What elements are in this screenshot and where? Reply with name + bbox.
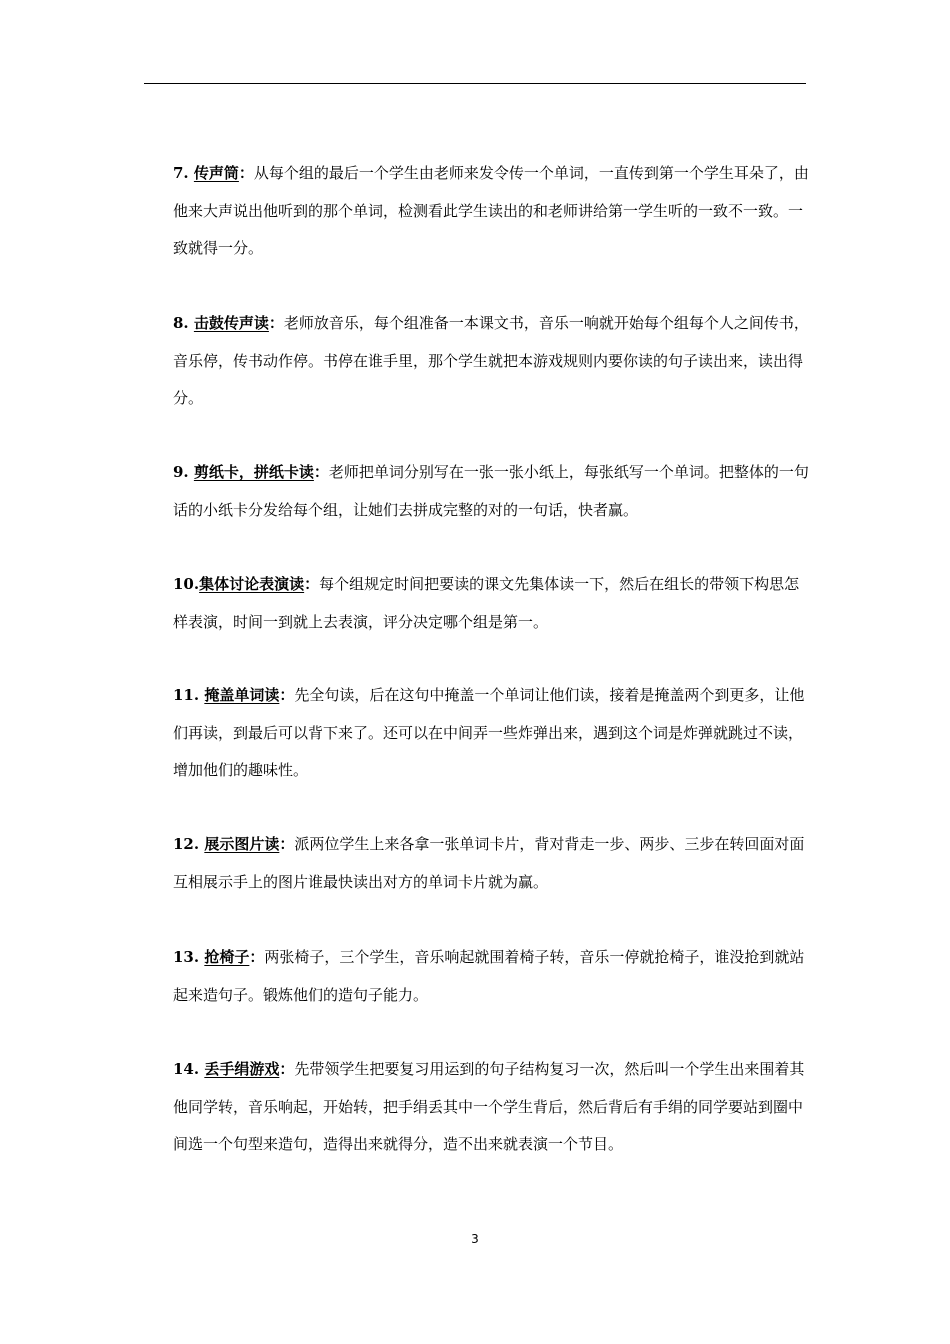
game-term: 展示图片读 <box>204 835 280 853</box>
game-term: 击鼓传声读 <box>193 314 269 332</box>
term-colon: ： <box>249 948 265 966</box>
item-number: 13. <box>173 948 205 966</box>
item-number: 9. <box>173 463 194 481</box>
game-term: 集体讨论表演读 <box>199 575 305 593</box>
term-colon: ： <box>238 164 254 182</box>
item-number: 8. <box>173 314 194 332</box>
item-number: 11. <box>173 686 205 704</box>
game-description: 两张椅子，三个学生，音乐响起就围着椅子转，音乐一停就抢椅子，谁没抢到就站起来造句子。锻炼他们的造句子能力。 <box>173 948 805 1004</box>
item-number: 14. <box>173 1060 205 1078</box>
game-term: 掩盖单词读 <box>204 686 280 704</box>
game-term: 传声筒 <box>193 164 239 182</box>
game-description: 派两位学生上来各拿一张单词卡片，背对背走一步、两步、三步在转回面对面互相展示手上的图片谁最快读出对方的单词卡片就为赢。 <box>173 835 805 891</box>
game-item-9 <box>173 454 813 529</box>
game-description: 先全句读，后在这句中掩盖一个单词让他们读，接着是掩盖两个到更多，让他们再读，到最后可以背下来了。还可以在中间弄一些炸弹出来，遇到这个词是炸弹就跳过不读，增加他们的趣味性。 <box>173 686 805 779</box>
game-term: 剪纸卡，拼纸卡读 <box>193 463 314 481</box>
term-colon: ： <box>268 314 284 332</box>
item-number: 12. <box>173 835 205 853</box>
game-description: 先带领学生把要复习用运到的句子结构复习一次，然后叫一个学生出来围着其他同学转，音乐响起，开始转，把手绢丢其中一个学生背后，然后背后有手绢的同学要站到圈中间选一个句型来造句，造得出来就得分，造不出来就表演一个节目。 <box>173 1060 805 1153</box>
game-term: 抢椅子 <box>204 948 250 966</box>
page-number: 3 <box>471 1232 479 1246</box>
game-item-10 <box>173 566 813 641</box>
item-number: 7. <box>173 164 194 182</box>
game-description: 每个组规定时间把要读的课文先集体读一下，然后在组长的带领下构思怎样表演，时间一到就上去表演，评分决定哪个组是第一。 <box>173 575 800 631</box>
game-item-13 <box>173 939 813 1014</box>
item-number: 10. <box>173 575 200 593</box>
game-description: 老师把单词分别写在一张一张小纸上，每张纸写一个单词。把整体的一句话的小纸卡分发给每个组，让她们去拼成完整的对的一句话，快者赢。 <box>173 463 809 519</box>
term-colon: ： <box>304 575 320 593</box>
term-colon: ： <box>279 686 295 704</box>
game-item-14 <box>173 1051 813 1164</box>
game-item-7 <box>173 155 813 268</box>
term-colon: ： <box>279 835 295 853</box>
game-term: 丢手绢游戏 <box>204 1060 280 1078</box>
game-description: 老师放音乐，每个组准备一本课文书，音乐一响就开始每个组每个人之间传书，音乐停，传书动作停。书停在谁手里，那个学生就把本游戏规则内要你读的句子读出来，读出得分。 <box>173 314 809 407</box>
header-rule <box>144 83 806 84</box>
game-item-12 <box>173 826 813 901</box>
game-description: 从每个组的最后一个学生由老师来发令传一个单词，一直传到第一个学生耳朵了，由他来大声说出他听到的那个单词，检测看此学生读出的和老师讲给第一学生听的一致不一致。一致就得一分。 <box>173 164 809 257</box>
game-item-8 <box>173 305 813 418</box>
term-colon: ： <box>313 463 329 481</box>
term-colon: ： <box>279 1060 295 1078</box>
game-item-11 <box>173 677 813 790</box>
